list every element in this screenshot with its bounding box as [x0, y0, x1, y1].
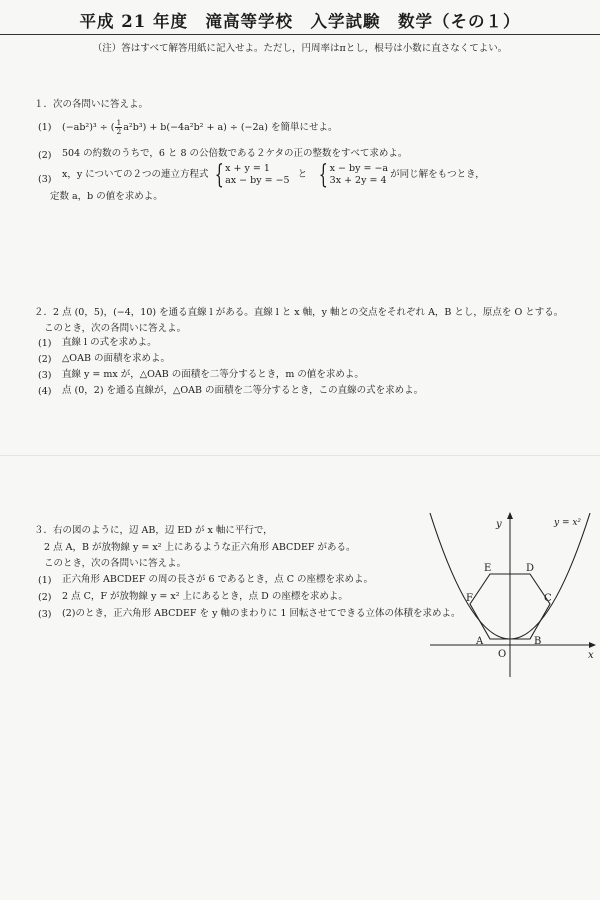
system-1-eq-1: x + y = 1 — [225, 163, 270, 174]
instructions-note: （注）答はすべて解答用紙に記入せよ。ただし，円周率はπとし，根号は小数に直さなくてよい。 — [92, 43, 508, 54]
q1-3-problem — [62, 161, 485, 189]
q2-4-text: 点 (0，2) を通る直線が，△OAB の面積を二等分するとき，この直線の式を求めよ。 — [62, 385, 424, 396]
brace-icon: { — [318, 160, 328, 190]
q3-line3: このとき，次の各問いに答えよ。 — [44, 558, 187, 569]
q1-1-fraction — [115, 119, 122, 136]
q1-3-line2: 定数 a，b の値を求めよ。 — [50, 191, 163, 202]
q1-3-system-2 — [315, 162, 388, 188]
point-label-d: D — [526, 563, 535, 574]
paper-fold — [0, 455, 600, 456]
q1-3-connector: と — [297, 169, 308, 180]
q1-1-instruction: を簡単にせよ。 — [270, 122, 338, 133]
q1-2-text: 504 の約数のうちで，6 と 8 の公倍数である２ケタの正の整数をすべて求めよ。 — [62, 148, 408, 159]
point-label-a: A — [476, 636, 484, 647]
point-label-f: F — [466, 593, 473, 604]
q3-line2: 2 点 A，B が放物線 y = x² 上にあるような正六角形 ABCDEF がある。 — [44, 542, 356, 553]
fraction-numerator: 1 — [116, 118, 122, 127]
q2-2-number: (2) — [38, 354, 52, 365]
q3-3-number: (3) — [38, 609, 52, 620]
q3-3-text: (2)のとき，正六角形 ABCDEF を y 軸のまわりに 1 回転させてできる立体の体積を求めよ。 — [62, 608, 461, 619]
q1-3-system-1 — [211, 162, 290, 188]
fraction-denominator: 2 — [116, 127, 122, 136]
q3-2-number: (2) — [38, 592, 52, 603]
y-axis-arrow-icon — [507, 512, 513, 519]
figure-origin-label: O — [498, 649, 507, 660]
q1-1-expr-a: (−ab²)³ ÷ ( — [62, 122, 115, 133]
q1-1-number: (1) — [38, 122, 52, 133]
q2-1-text: 直線 l の式を求めよ。 — [62, 337, 157, 348]
q3-1-number: (1) — [38, 575, 52, 586]
q2-3-number: (3) — [38, 370, 52, 381]
q1-3-trail: が同じ解をもつとき， — [390, 169, 485, 180]
q2-line2: このとき，次の各問いに答えよ。 — [44, 323, 187, 334]
figure-x-label: x — [588, 650, 594, 661]
q1-3-number: (3) — [38, 174, 52, 185]
page-title: 平成 21 年度 滝高等学校 入学試験 数学（その１） — [79, 12, 521, 31]
q1-heading: １．次の各問いに答えよ。 — [34, 99, 149, 110]
q2-line1: ２．2 点 (0，5)，(−4，10) を通る直線 l がある。直線 l と x 軸，y 軸との交点をそれぞれ A，B とし，原点を O とする。 — [34, 307, 564, 318]
q3-1-text: 正六角形 ABCDEF の周の長さが 6 であるとき，点 C の座標を求めよ。 — [62, 574, 373, 585]
q2-2-text: △OAB の面積を求めよ。 — [62, 353, 170, 364]
parabola-hexagon-figure — [420, 505, 600, 680]
q2-3-text: 直線 y = mx が，△OAB の面積を二等分するとき，m の値を求めよ。 — [62, 369, 364, 380]
q3-2-text: 2 点 C，F が放物線 y = x² 上にあるとき，点 D の座標を求めよ。 — [62, 591, 348, 602]
q1-1-expr-b: a²b³) + b(−4a²b² + a) ÷ (−2a) — [123, 122, 268, 133]
q3-line1: ３．右の図のように，辺 AB，辺 ED が x 軸に平行で， — [34, 525, 273, 536]
figure-curve-label: y = x² — [554, 518, 582, 528]
system-2-eq-1: x − by = −a — [329, 163, 389, 174]
title-underline — [0, 34, 600, 35]
system-1-eq-2: ax − by = −5 — [225, 175, 290, 186]
point-label-b: B — [534, 636, 542, 647]
figure-y-label: y — [496, 519, 502, 530]
brace-icon: { — [214, 160, 224, 190]
point-label-c: C — [544, 593, 552, 604]
q2-4-number: (4) — [38, 386, 52, 397]
q1-2-number: (2) — [38, 150, 52, 161]
point-label-e: E — [484, 563, 492, 574]
q2-1-number: (1) — [38, 338, 52, 349]
x-axis-arrow-icon — [589, 642, 596, 648]
system-2-eq-2: 3x + 2y = 4 — [329, 175, 387, 186]
q1-1-problem — [62, 116, 337, 140]
q1-3-lead: x，y についての２つの連立方程式 — [62, 169, 209, 180]
